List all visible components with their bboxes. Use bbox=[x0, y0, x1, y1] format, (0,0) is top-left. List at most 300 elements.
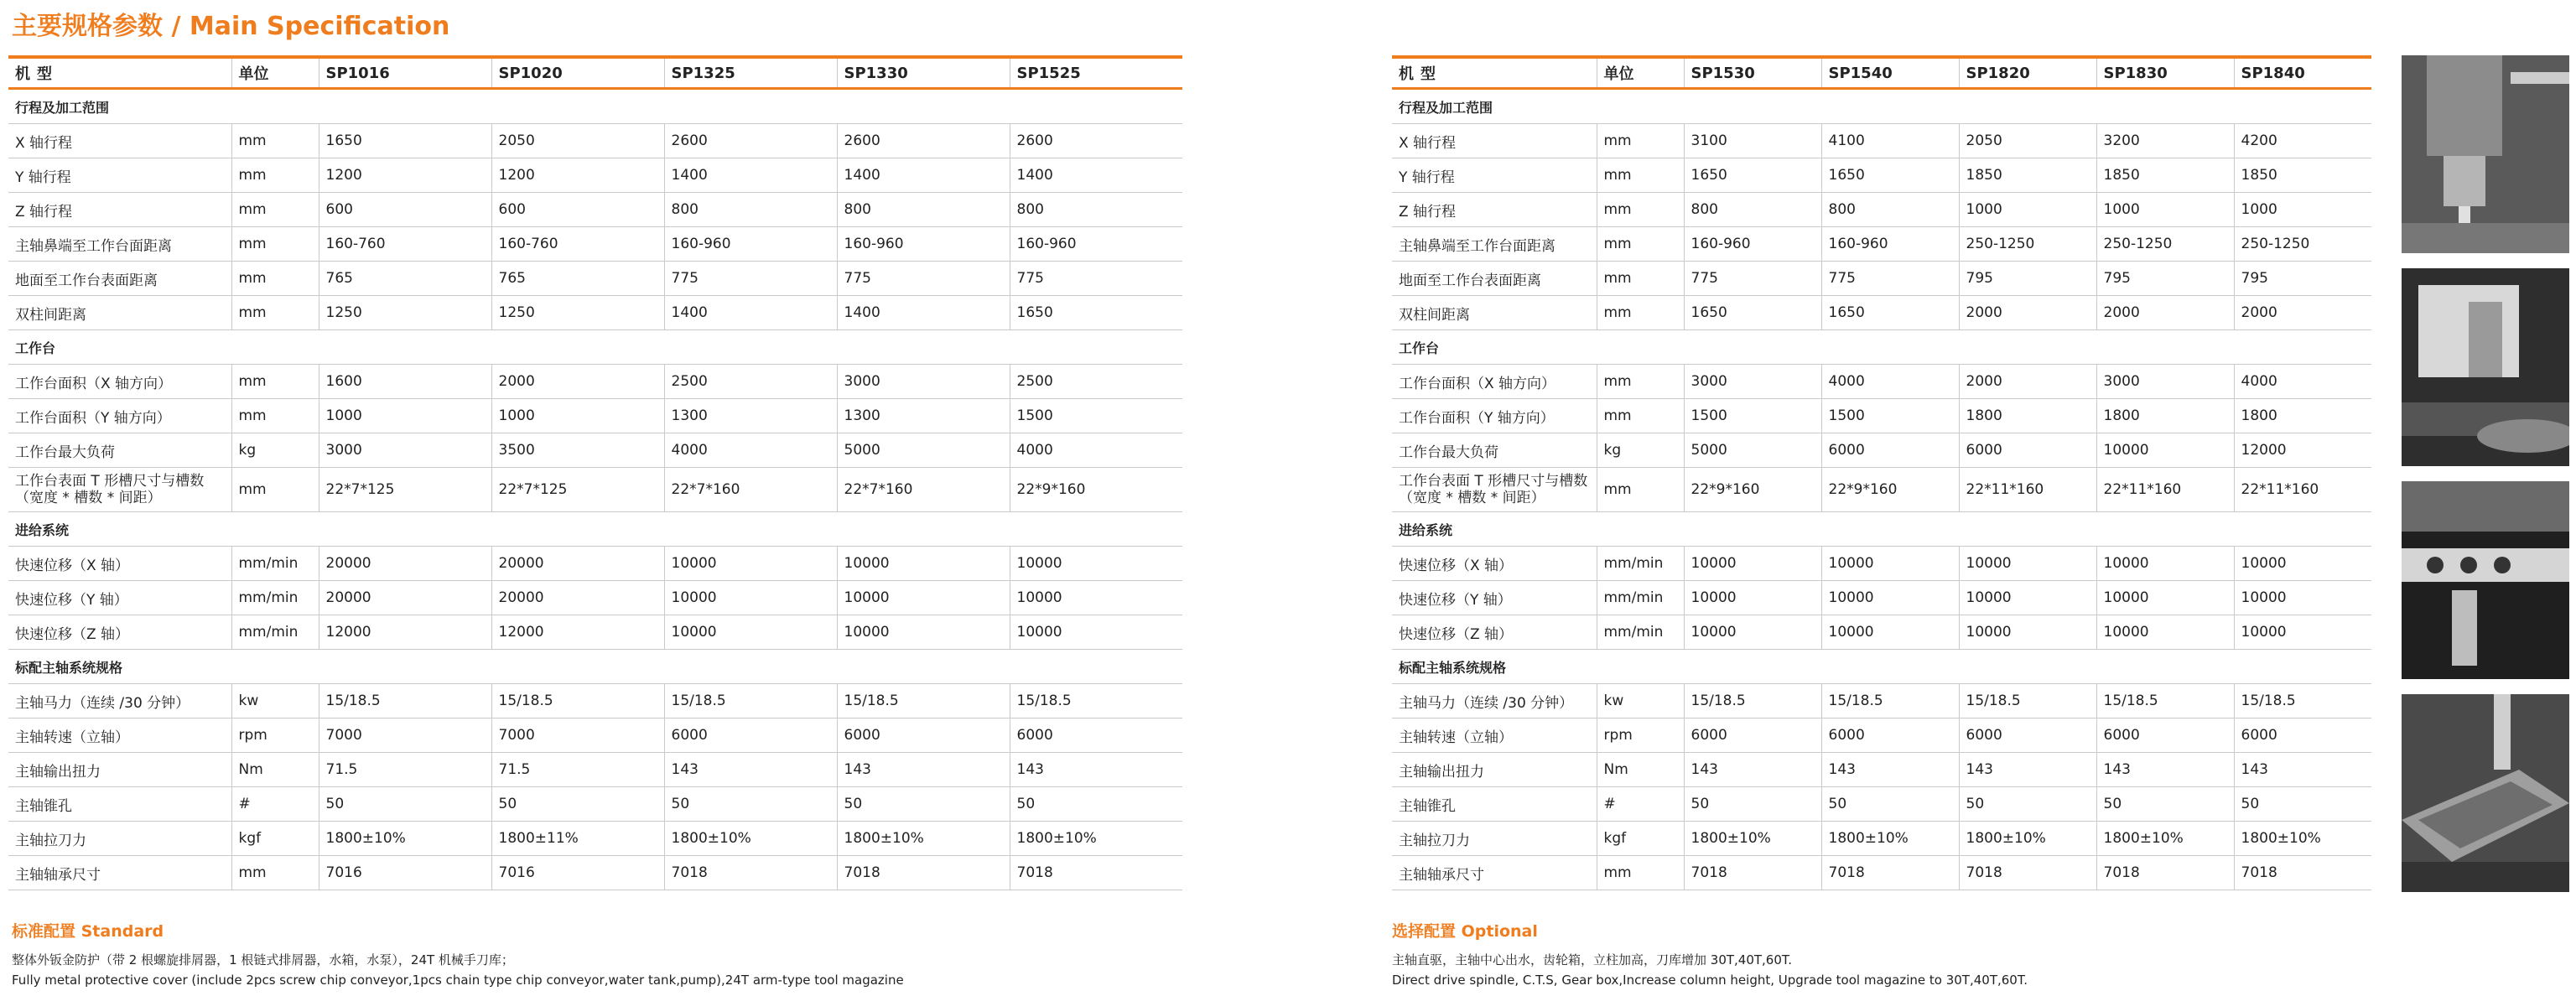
section-label: 工作台 bbox=[1392, 330, 2371, 365]
row-value: 250-1250 bbox=[2234, 227, 2371, 262]
table-row bbox=[8, 753, 1182, 787]
section-row bbox=[1392, 89, 2371, 124]
row-value: 3200 bbox=[2096, 124, 2234, 158]
row-value: 6000 bbox=[2234, 718, 2371, 753]
row-label: 工作台面积（X 轴方向） bbox=[8, 365, 231, 399]
header-model-sp1020: SP1020 bbox=[491, 57, 664, 89]
row-unit: mm bbox=[1597, 296, 1684, 330]
row-value: 160-760 bbox=[491, 227, 664, 262]
row-label: 主轴轴承尺寸 bbox=[8, 856, 231, 890]
row-label: 主轴轴承尺寸 bbox=[1392, 856, 1597, 890]
table-row bbox=[8, 547, 1182, 581]
row-value: 1800 bbox=[2234, 399, 2371, 433]
table-row bbox=[8, 193, 1182, 227]
spec-table-right bbox=[1392, 55, 2371, 890]
row-value: 1000 bbox=[319, 399, 491, 433]
row-value: 2050 bbox=[491, 124, 664, 158]
row-value: 1800±10% bbox=[319, 822, 491, 856]
table-row bbox=[8, 124, 1182, 158]
row-value: 15/18.5 bbox=[1684, 684, 1821, 718]
row-value: 800 bbox=[1010, 193, 1182, 227]
row-value: 1250 bbox=[491, 296, 664, 330]
row-value: 1650 bbox=[1821, 158, 1959, 193]
machine-photo-workpiece bbox=[2402, 694, 2569, 892]
row-label: 工作台表面 T 形槽尺寸与槽数（宽度 * 槽数 * 间距） bbox=[8, 468, 231, 512]
table-row bbox=[8, 158, 1182, 193]
row-value: 7018 bbox=[1821, 856, 1959, 890]
table-row bbox=[1392, 547, 2371, 581]
table-row bbox=[8, 822, 1182, 856]
section-label: 行程及加工范围 bbox=[1392, 89, 2371, 124]
row-label: 主轴拉刀力 bbox=[1392, 822, 1597, 856]
row-value: 15/18.5 bbox=[2096, 684, 2234, 718]
row-value: 22*7*125 bbox=[319, 468, 491, 512]
row-label: 主轴转速（立轴） bbox=[1392, 718, 1597, 753]
row-unit: mm/min bbox=[231, 547, 319, 581]
row-value: 7018 bbox=[2096, 856, 2234, 890]
row-label: X 轴行程 bbox=[1392, 124, 1597, 158]
row-value: 250-1250 bbox=[2096, 227, 2234, 262]
row-value: 4000 bbox=[1010, 433, 1182, 468]
row-value: 4000 bbox=[2234, 365, 2371, 399]
row-unit: mm bbox=[231, 296, 319, 330]
row-value: 15/18.5 bbox=[1010, 684, 1182, 718]
table-row bbox=[8, 227, 1182, 262]
row-value: 20000 bbox=[319, 581, 491, 615]
row-unit: mm/min bbox=[231, 581, 319, 615]
row-value: 1500 bbox=[1821, 399, 1959, 433]
row-label: 主轴马力（连续 /30 分钟） bbox=[8, 684, 231, 718]
header-model-sp1325: SP1325 bbox=[664, 57, 837, 89]
row-value: 7018 bbox=[1959, 856, 2096, 890]
table-row bbox=[8, 399, 1182, 433]
table-row bbox=[8, 433, 1182, 468]
machine-photo-column bbox=[2402, 481, 2569, 679]
row-value: 1400 bbox=[1010, 158, 1182, 193]
table-row bbox=[1392, 193, 2371, 227]
table-row bbox=[1392, 399, 2371, 433]
row-unit: mm bbox=[231, 468, 319, 512]
table-row bbox=[8, 365, 1182, 399]
row-value: 765 bbox=[491, 262, 664, 296]
row-unit: mm bbox=[1597, 124, 1684, 158]
row-value: 800 bbox=[664, 193, 837, 227]
row-value: 800 bbox=[1684, 193, 1821, 227]
row-label: 快速位移（Z 轴） bbox=[1392, 615, 1597, 650]
row-value: 795 bbox=[2234, 262, 2371, 296]
row-value: 10000 bbox=[1684, 581, 1821, 615]
row-unit: rpm bbox=[231, 718, 319, 753]
row-value: 22*7*125 bbox=[491, 468, 664, 512]
row-value: 10000 bbox=[1959, 615, 2096, 650]
row-value: 775 bbox=[664, 262, 837, 296]
row-value: 10000 bbox=[1684, 615, 1821, 650]
row-value: 6000 bbox=[2096, 718, 2234, 753]
row-value: 2500 bbox=[664, 365, 837, 399]
row-unit: mm bbox=[231, 124, 319, 158]
row-value: 160-960 bbox=[837, 227, 1010, 262]
row-value: 10000 bbox=[2234, 581, 2371, 615]
section-row bbox=[8, 512, 1182, 547]
row-unit: mm bbox=[231, 158, 319, 193]
row-unit: mm bbox=[1597, 856, 1684, 890]
row-value: 1400 bbox=[837, 158, 1010, 193]
table-row bbox=[1392, 787, 2371, 822]
header-model-label: 机型 bbox=[8, 57, 231, 89]
row-value: 10000 bbox=[1010, 615, 1182, 650]
row-value: 775 bbox=[1010, 262, 1182, 296]
row-unit: kw bbox=[1597, 684, 1684, 718]
table-row bbox=[1392, 227, 2371, 262]
row-unit: kgf bbox=[231, 822, 319, 856]
spec-table-left bbox=[8, 55, 1182, 890]
row-value: 10000 bbox=[2096, 581, 2234, 615]
row-value: 22*9*160 bbox=[1684, 468, 1821, 512]
row-label: 快速位移（Y 轴） bbox=[1392, 581, 1597, 615]
row-value: 10000 bbox=[1821, 581, 1959, 615]
optional-title: 选择配置 Optional bbox=[1392, 922, 1538, 941]
table-row bbox=[8, 787, 1182, 822]
section-row bbox=[8, 89, 1182, 124]
row-value: 1800±11% bbox=[491, 822, 664, 856]
table-row bbox=[8, 718, 1182, 753]
row-value: 2600 bbox=[664, 124, 837, 158]
row-unit: mm bbox=[1597, 262, 1684, 296]
row-value: 4200 bbox=[2234, 124, 2371, 158]
row-value: 10000 bbox=[2234, 615, 2371, 650]
table-row bbox=[1392, 433, 2371, 468]
row-label: 主轴锥孔 bbox=[1392, 787, 1597, 822]
table-row bbox=[8, 468, 1182, 512]
row-value: 160-960 bbox=[1010, 227, 1182, 262]
row-value: 6000 bbox=[837, 718, 1010, 753]
row-value: 22*9*160 bbox=[1821, 468, 1959, 512]
row-label: 工作台表面 T 形槽尺寸与槽数（宽度 * 槽数 * 间距） bbox=[1392, 468, 1597, 512]
row-value: 50 bbox=[2096, 787, 2234, 822]
row-value: 1200 bbox=[319, 158, 491, 193]
row-value: 1800±10% bbox=[1821, 822, 1959, 856]
row-unit: mm bbox=[1597, 468, 1684, 512]
row-value: 10000 bbox=[837, 547, 1010, 581]
row-value: 143 bbox=[664, 753, 837, 787]
section-row bbox=[8, 330, 1182, 365]
row-value: 1800 bbox=[1959, 399, 2096, 433]
row-value: 1650 bbox=[1684, 296, 1821, 330]
row-value: 1850 bbox=[2096, 158, 2234, 193]
row-value: 7016 bbox=[319, 856, 491, 890]
row-value: 3000 bbox=[837, 365, 1010, 399]
row-value: 600 bbox=[319, 193, 491, 227]
row-value: 775 bbox=[837, 262, 1010, 296]
row-value: 15/18.5 bbox=[2234, 684, 2371, 718]
row-value: 22*7*160 bbox=[664, 468, 837, 512]
table-row bbox=[1392, 581, 2371, 615]
row-value: 5000 bbox=[1684, 433, 1821, 468]
row-value: 10000 bbox=[1821, 547, 1959, 581]
row-value: 50 bbox=[1821, 787, 1959, 822]
row-value: 1800±10% bbox=[664, 822, 837, 856]
standard-title: 标准配置 Standard bbox=[12, 922, 164, 941]
row-unit: kw bbox=[231, 684, 319, 718]
row-label: 主轴拉刀力 bbox=[8, 822, 231, 856]
row-value: 1000 bbox=[2234, 193, 2371, 227]
row-value: 20000 bbox=[491, 581, 664, 615]
row-label: 主轴输出扭力 bbox=[1392, 753, 1597, 787]
row-value: 10000 bbox=[837, 615, 1010, 650]
row-unit: mm/min bbox=[1597, 547, 1684, 581]
row-value: 15/18.5 bbox=[837, 684, 1010, 718]
section-label: 行程及加工范围 bbox=[8, 89, 1182, 124]
table-row bbox=[1392, 856, 2371, 890]
table-row bbox=[1392, 296, 2371, 330]
row-value: 2600 bbox=[837, 124, 1010, 158]
row-value: 10000 bbox=[1959, 581, 2096, 615]
row-value: 1850 bbox=[2234, 158, 2371, 193]
row-value: 160-960 bbox=[1684, 227, 1821, 262]
header-model-sp1330: SP1330 bbox=[837, 57, 1010, 89]
row-value: 3000 bbox=[2096, 365, 2234, 399]
section-label: 进给系统 bbox=[1392, 512, 2371, 547]
row-value: 2000 bbox=[2096, 296, 2234, 330]
row-value: 2500 bbox=[1010, 365, 1182, 399]
table-row bbox=[1392, 718, 2371, 753]
table-row bbox=[8, 262, 1182, 296]
table-row bbox=[8, 615, 1182, 650]
row-value: 765 bbox=[319, 262, 491, 296]
row-value: 3000 bbox=[1684, 365, 1821, 399]
row-value: 143 bbox=[1821, 753, 1959, 787]
row-value: 600 bbox=[491, 193, 664, 227]
row-value: 6000 bbox=[664, 718, 837, 753]
row-value: 1000 bbox=[1959, 193, 2096, 227]
row-unit: mm/min bbox=[1597, 615, 1684, 650]
table-row bbox=[1392, 615, 2371, 650]
row-label: 主轴鼻端至工作台面距离 bbox=[1392, 227, 1597, 262]
row-value: 1500 bbox=[1010, 399, 1182, 433]
row-value: 71.5 bbox=[491, 753, 664, 787]
row-value: 1800 bbox=[2096, 399, 2234, 433]
machine-photos bbox=[2402, 55, 2569, 907]
row-label: 快速位移（Y 轴） bbox=[8, 581, 231, 615]
row-value: 6000 bbox=[1684, 718, 1821, 753]
row-value: 1650 bbox=[1684, 158, 1821, 193]
row-label: 主轴输出扭力 bbox=[8, 753, 231, 787]
row-value: 160-960 bbox=[1821, 227, 1959, 262]
row-value: 6000 bbox=[1959, 718, 2096, 753]
header-model-sp1530: SP1530 bbox=[1684, 57, 1821, 89]
row-value: 50 bbox=[319, 787, 491, 822]
row-value: 15/18.5 bbox=[319, 684, 491, 718]
row-value: 1400 bbox=[664, 158, 837, 193]
row-value: 250-1250 bbox=[1959, 227, 2096, 262]
table-row bbox=[1392, 124, 2371, 158]
row-unit: kg bbox=[1597, 433, 1684, 468]
row-value: 143 bbox=[2096, 753, 2234, 787]
row-value: 3000 bbox=[319, 433, 491, 468]
row-value: 10000 bbox=[837, 581, 1010, 615]
table-header-row bbox=[8, 57, 1182, 89]
row-value: 10000 bbox=[1684, 547, 1821, 581]
row-value: 1250 bbox=[319, 296, 491, 330]
row-value: 10000 bbox=[1010, 547, 1182, 581]
row-unit: mm bbox=[231, 399, 319, 433]
standard-text-cn: 整体外钣金防护（带 2 根螺旋排屑器，1 根链式排屑器，水箱，水泵），24T 机械手刀库； bbox=[12, 952, 514, 967]
row-unit: # bbox=[1597, 787, 1684, 822]
row-label: 双柱间距离 bbox=[8, 296, 231, 330]
row-label: Z 轴行程 bbox=[8, 193, 231, 227]
row-value: 143 bbox=[1684, 753, 1821, 787]
row-value: 2050 bbox=[1959, 124, 2096, 158]
row-value: 2000 bbox=[2234, 296, 2371, 330]
row-label: 快速位移（Z 轴） bbox=[8, 615, 231, 650]
row-unit: Nm bbox=[1597, 753, 1684, 787]
header-unit-label: 单位 bbox=[1597, 57, 1684, 89]
row-label: Y 轴行程 bbox=[1392, 158, 1597, 193]
row-label: 快速位移（X 轴） bbox=[1392, 547, 1597, 581]
row-label: 主轴鼻端至工作台面距离 bbox=[8, 227, 231, 262]
optional-text-en: Direct drive spindle, C.T.S, Gear box,Increase column height, Upgrade tool magazine to 30T,40T,60T. bbox=[1392, 973, 2028, 988]
row-unit: mm bbox=[231, 227, 319, 262]
row-value: 6000 bbox=[1821, 718, 1959, 753]
row-value: 143 bbox=[1010, 753, 1182, 787]
section-row bbox=[1392, 330, 2371, 365]
section-label: 进给系统 bbox=[8, 512, 1182, 547]
row-value: 10000 bbox=[2234, 547, 2371, 581]
row-value: 2600 bbox=[1010, 124, 1182, 158]
section-row bbox=[1392, 650, 2371, 684]
row-value: 22*9*160 bbox=[1010, 468, 1182, 512]
row-value: 3100 bbox=[1684, 124, 1821, 158]
row-value: 1800±10% bbox=[1959, 822, 2096, 856]
row-value: 10000 bbox=[2096, 433, 2234, 468]
row-value: 4000 bbox=[1821, 365, 1959, 399]
row-value: 50 bbox=[1684, 787, 1821, 822]
table-row bbox=[1392, 468, 2371, 512]
row-label: 地面至工作台表面距离 bbox=[8, 262, 231, 296]
row-value: 143 bbox=[2234, 753, 2371, 787]
row-value: 1800±10% bbox=[837, 822, 1010, 856]
row-label: 快速位移（X 轴） bbox=[8, 547, 231, 581]
row-label: 双柱间距离 bbox=[1392, 296, 1597, 330]
row-unit: mm bbox=[1597, 399, 1684, 433]
row-unit: rpm bbox=[1597, 718, 1684, 753]
row-value: 2000 bbox=[1959, 365, 2096, 399]
row-value: 795 bbox=[2096, 262, 2234, 296]
row-value: 20000 bbox=[491, 547, 664, 581]
row-value: 22*11*160 bbox=[2234, 468, 2371, 512]
row-value: 22*11*160 bbox=[2096, 468, 2234, 512]
header-model-sp1820: SP1820 bbox=[1959, 57, 2096, 89]
row-label: 地面至工作台表面距离 bbox=[1392, 262, 1597, 296]
row-label: 工作台最大负荷 bbox=[1392, 433, 1597, 468]
row-unit: mm bbox=[1597, 365, 1684, 399]
row-value: 10000 bbox=[1959, 547, 2096, 581]
row-value: 7000 bbox=[319, 718, 491, 753]
row-value: 775 bbox=[1821, 262, 1959, 296]
row-value: 15/18.5 bbox=[491, 684, 664, 718]
header-model-sp1840: SP1840 bbox=[2234, 57, 2371, 89]
row-unit: # bbox=[231, 787, 319, 822]
row-value: 50 bbox=[837, 787, 1010, 822]
row-value: 143 bbox=[837, 753, 1010, 787]
row-unit: mm bbox=[1597, 193, 1684, 227]
row-value: 800 bbox=[1821, 193, 1959, 227]
row-value: 10000 bbox=[1821, 615, 1959, 650]
table-row bbox=[8, 684, 1182, 718]
row-value: 800 bbox=[837, 193, 1010, 227]
row-value: 1000 bbox=[491, 399, 664, 433]
table-row bbox=[1392, 158, 2371, 193]
table-row bbox=[8, 296, 1182, 330]
row-value: 6000 bbox=[1010, 718, 1182, 753]
row-value: 15/18.5 bbox=[1959, 684, 2096, 718]
row-unit: kgf bbox=[1597, 822, 1684, 856]
table-row bbox=[1392, 262, 2371, 296]
header-model-label: 机型 bbox=[1392, 57, 1597, 89]
row-value: 10000 bbox=[1010, 581, 1182, 615]
row-value: 12000 bbox=[2234, 433, 2371, 468]
row-value: 22*11*160 bbox=[1959, 468, 2096, 512]
row-value: 1000 bbox=[2096, 193, 2234, 227]
row-value: 1600 bbox=[319, 365, 491, 399]
row-value: 160-960 bbox=[664, 227, 837, 262]
row-value: 7018 bbox=[1010, 856, 1182, 890]
row-value: 5000 bbox=[837, 433, 1010, 468]
row-value: 1400 bbox=[664, 296, 837, 330]
row-value: 50 bbox=[1010, 787, 1182, 822]
optional-text-cn: 主轴直驱，主轴中心出水，齿轮箱，立柱加高，刀库增加 30T,40T,60T. bbox=[1392, 952, 1793, 967]
row-value: 7016 bbox=[491, 856, 664, 890]
row-value: 4100 bbox=[1821, 124, 1959, 158]
row-label: 工作台最大负荷 bbox=[8, 433, 231, 468]
row-label: Y 轴行程 bbox=[8, 158, 231, 193]
row-value: 50 bbox=[1959, 787, 2096, 822]
header-model-sp1016: SP1016 bbox=[319, 57, 491, 89]
row-value: 1300 bbox=[837, 399, 1010, 433]
section-label: 工作台 bbox=[8, 330, 1182, 365]
section-row bbox=[8, 650, 1182, 684]
row-unit: mm/min bbox=[231, 615, 319, 650]
table-header-row bbox=[1392, 57, 2371, 89]
header-unit-label: 单位 bbox=[231, 57, 319, 89]
row-value: 160-760 bbox=[319, 227, 491, 262]
section-label: 标配主轴系统规格 bbox=[1392, 650, 2371, 684]
row-value: 1500 bbox=[1684, 399, 1821, 433]
row-label: Z 轴行程 bbox=[1392, 193, 1597, 227]
row-label: 主轴转速（立轴） bbox=[8, 718, 231, 753]
row-value: 1650 bbox=[1010, 296, 1182, 330]
row-unit: mm bbox=[231, 262, 319, 296]
header-model-sp1540: SP1540 bbox=[1821, 57, 1959, 89]
table-row bbox=[8, 581, 1182, 615]
row-value: 775 bbox=[1684, 262, 1821, 296]
row-label: 工作台面积（Y 轴方向） bbox=[8, 399, 231, 433]
row-value: 10000 bbox=[664, 547, 837, 581]
row-value: 50 bbox=[664, 787, 837, 822]
row-value: 143 bbox=[1959, 753, 2096, 787]
row-value: 1400 bbox=[837, 296, 1010, 330]
row-value: 71.5 bbox=[319, 753, 491, 787]
row-value: 1800±10% bbox=[1684, 822, 1821, 856]
table-row bbox=[1392, 365, 2371, 399]
row-value: 15/18.5 bbox=[1821, 684, 1959, 718]
row-value: 50 bbox=[491, 787, 664, 822]
header-model-sp1830: SP1830 bbox=[2096, 57, 2234, 89]
row-value: 7018 bbox=[837, 856, 1010, 890]
table-row bbox=[1392, 822, 2371, 856]
row-value: 1300 bbox=[664, 399, 837, 433]
standard-text-en: Fully metal protective cover (include 2pcs screw chip conveyor,1pcs chain type chip conveyor,water tank,pump),24T arm-type tool magazine bbox=[12, 973, 904, 988]
